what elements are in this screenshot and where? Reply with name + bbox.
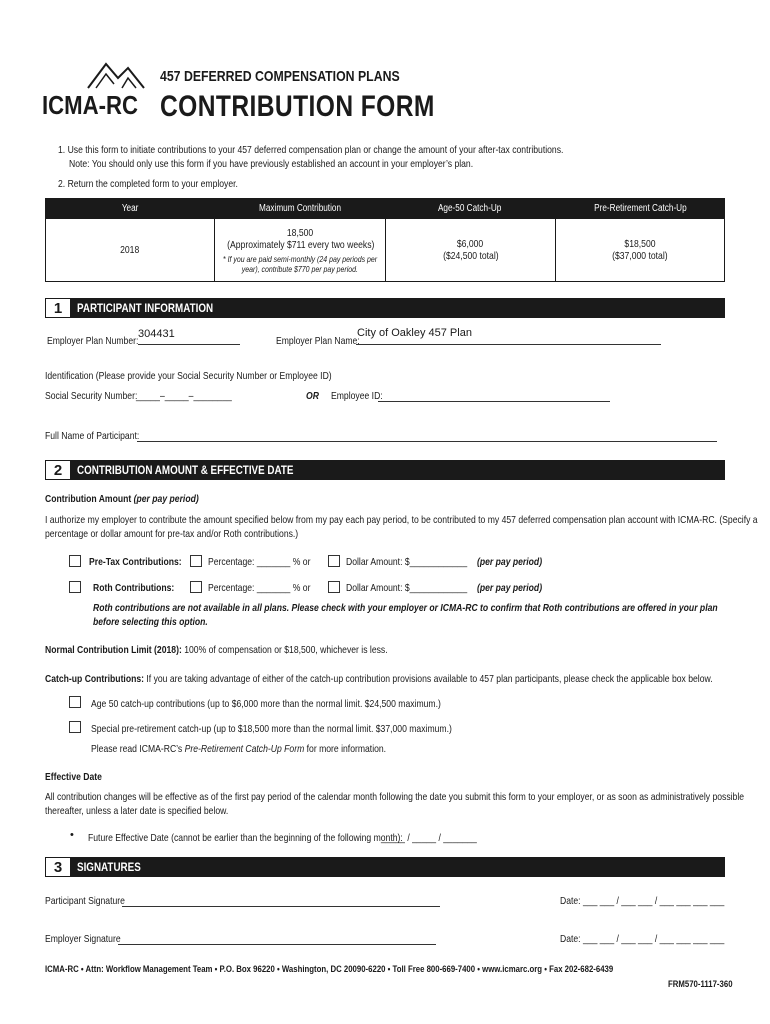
footer-address: ICMA-RC • Attn: Workflow Management Team • P.O. Box 96220 • Washington, DC 20090-6220 • Toll Free 800-669-7400 • www.icmarc.org • Fax 202-682-6439 [45,964,614,975]
read-text-1: Please read ICMA-RC’s [91,743,183,755]
participant-date-field[interactable]: ___ ___ / ___ ___ / ___ ___ ___ ___ [583,895,725,907]
ssn-field[interactable]: _____–_____–________ [136,390,232,402]
roth-dollar-checkbox[interactable] [328,581,340,593]
header-max: Maximum Contribution [258,203,342,214]
participant-signature-field[interactable] [122,906,440,907]
section-3-bar [45,857,725,877]
bullet-icon: • [70,829,74,841]
full-name-label: Full Name of Participant: [45,430,140,442]
catchup-text: If you are taking advantage of either of the catch-up contribution provisions available to 457 plan participants, please check the applicable box below. [146,673,713,685]
normal-limit-label: Normal Contribution Limit (2018): [45,644,182,656]
age50-total: ($24,500 total) [442,250,499,262]
employer-plan-number-value: 304431 [138,328,175,340]
employer-plan-number-field[interactable] [138,344,240,345]
employer-signature-label: Employer Signature [45,933,121,945]
year-value: 2018 [120,244,140,256]
pretax-checkbox[interactable] [69,555,81,567]
pretax-label: Pre-Tax Contributions: [89,556,182,568]
roth-percentage-checkbox[interactable] [190,581,202,593]
section-1-title: PARTICIPANT INFORMATION [77,301,214,315]
contribution-amount-qualifier: (per pay period) [133,493,199,505]
contribution-amount-label: Contribution Amount [45,493,132,505]
identification-label: Identification (Please provide your Social Security Number or Employee ID) [45,370,332,382]
form-title: CONTRIBUTION FORM [160,90,435,123]
effective-text-2: thereafter, unless a later date is specified below. [45,805,229,817]
section-1-number: 1 [45,298,71,318]
employer-plan-name-value: City of Oakley 457 Plan [357,327,472,339]
preret-catchup-checkbox[interactable] [69,721,81,733]
roth-label: Roth Contributions: [93,582,175,594]
participant-signature-label: Participant Signature [45,895,125,907]
icma-rc-logo [40,52,160,118]
catchup-label: Catch-up Contributions: [45,673,145,685]
effective-text-1: All contribution changes will be effective as of the first pay period of the calendar month following the date you submit this form to your employer, or as soon as administratively possible [45,791,745,803]
header-preret: Pre-Retirement Catch-Up [593,203,687,214]
instruction-2: 2. Return the completed form to your employer. [58,178,238,190]
employer-signature-field[interactable] [118,944,436,945]
pretax-per-pay-period: (per pay period) [477,556,543,568]
employer-plan-name-label: Employer Plan Name: [276,335,360,347]
pretax-percentage-label[interactable]: Percentage: _______ % or [208,556,311,568]
catchup-line [45,673,713,685]
participant-date-label: Date: [560,895,581,907]
roth-percentage-label[interactable]: Percentage: _______ % or [208,582,311,594]
roth-checkbox[interactable] [69,581,81,593]
form-code: FRM570-1117-360 [668,979,733,990]
section-3-number: 3 [45,857,71,877]
normal-limit-text: 100% of compensation or $18,500, whichever is less. [184,644,388,656]
table-header [45,198,725,219]
effective-date-heading: Effective Date [45,771,102,783]
full-name-field[interactable] [137,441,717,442]
header-age50: Age-50 Catch-Up [438,203,502,214]
header-year: Year [121,203,139,214]
max-approx: (Approximately $711 every two weeks) [226,238,374,251]
read-text-2: for more information. [306,743,387,755]
pretax-percentage-checkbox[interactable] [190,555,202,567]
ssn-label: Social Security Number: [45,390,138,402]
or-label: OR [306,390,319,402]
pretax-dollar-checkbox[interactable] [328,555,340,567]
roth-dollar-label[interactable]: Dollar Amount: $____________ [346,582,468,594]
table-row [45,219,725,282]
employer-date-label: Date: [560,933,581,945]
employer-plan-name-field[interactable] [356,344,661,345]
age50-amount: $6,000 [457,238,484,250]
section-2-number: 2 [45,460,71,480]
future-date-label: Future Effective Date (cannot be earlier than the beginning of the following month): [88,832,403,844]
authorize-text-1: I authorize my employer to contribute the amount specified below from my pay each pay period, to be contributed to my 457 deferred compensation plan account with ICMA-RC. (Specify a [45,514,758,526]
roth-note-1: Roth contributions are not available in all plans. Please check with your employer or ICMA-RC to confirm that Roth contributions are offered in your plan [93,602,718,614]
section-3-title: SIGNATURES [77,860,141,874]
employee-id-field[interactable] [378,401,610,402]
preret-catchup-option: Special pre-retirement catch-up (up to $18,500 more than the normal limit. $37,000 maximum.) [91,723,452,735]
preret-total: ($37,000 total) [612,250,668,262]
logo-text: ICMA-RC [42,90,139,118]
preret-amount: $18,500 [624,238,656,250]
employer-plan-number-label: Employer Plan Number: [47,335,139,347]
contribution-amount-heading [45,493,199,505]
age50-catchup-checkbox[interactable] [69,696,81,708]
max-note-2: year), contribute $770 per pay period. [242,263,359,274]
roth-note-2: before selecting this option. [93,616,208,628]
max-amount: 18,500 [287,226,314,239]
future-date-field[interactable]: _____ / _____ / _______ [381,832,477,844]
employer-date-field[interactable]: ___ ___ / ___ ___ / ___ ___ ___ ___ [583,933,725,945]
authorize-text-2: percentage or dollar amount for pre-tax and/or Roth contributions.) [45,528,299,540]
contribution-limits-table [45,198,725,282]
normal-limit [45,644,388,656]
section-1-bar [45,298,725,318]
form-subtitle: 457 DEFERRED COMPENSATION PLANS [160,68,400,85]
employee-id-label: Employee ID: [331,390,383,402]
max-note-1: * If you are paid semi-monthly (24 pay periods per [223,253,378,264]
age50-catchup-option: Age 50 catch-up contributions (up to $6,000 more than the normal limit. $24,500 maximum.) [91,698,441,710]
pretax-dollar-label[interactable]: Dollar Amount: $____________ [346,556,468,568]
instruction-1: 1. Use this form to initiate contributions to your 457 deferred compensation plan or change the amount of your after-tax contributions. [58,144,564,156]
section-2-title: CONTRIBUTION AMOUNT & EFFECTIVE DATE [77,463,294,477]
preretirement-form-link: Pre-Retirement Catch-Up Form [184,743,305,755]
section-2-bar [45,460,725,480]
instruction-note: Note: You should only use this form if you have previously established an account in your employer’s plan. [69,158,474,170]
read-more-text [91,743,386,755]
roth-per-pay-period: (per pay period) [477,582,543,594]
